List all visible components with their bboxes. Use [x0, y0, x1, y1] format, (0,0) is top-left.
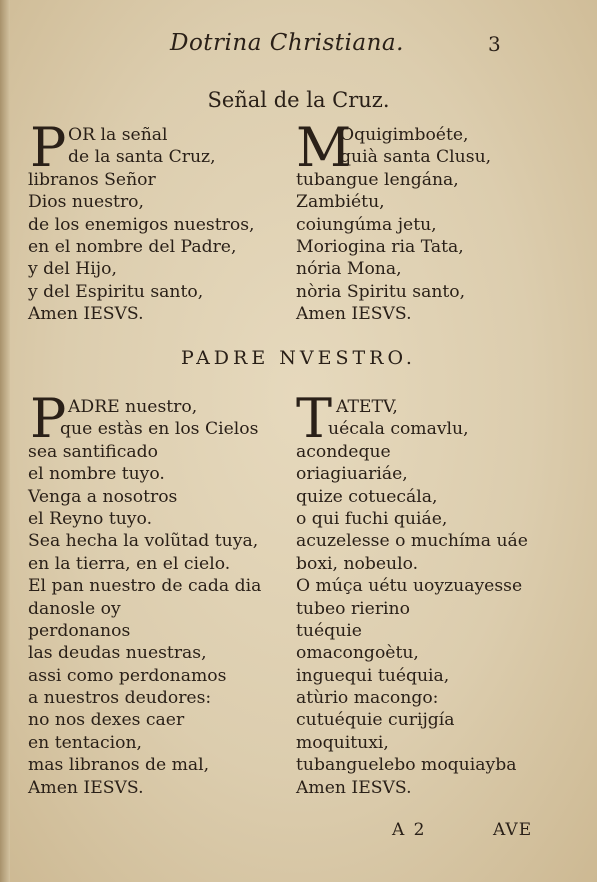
text-line: tubanguelebo moquiayba	[296, 755, 517, 776]
text-line: Venga a nosotros	[28, 486, 178, 507]
section-title-senal: Señal de la Cruz.	[207, 88, 390, 112]
text-line: libranos Señor	[28, 169, 156, 190]
text-line: no nos dexes caer	[28, 710, 185, 731]
padre-nuestro-kikongo-column	[296, 387, 528, 799]
padre-nuestro-spanish-column	[28, 387, 262, 799]
text-line: omacongoètu,	[296, 643, 419, 664]
text-line: perdonanos	[28, 620, 131, 641]
text-line: oriagiuariáe,	[296, 464, 408, 485]
text-line: sea santificado	[28, 441, 158, 462]
text-line: el Reyno tuyo.	[28, 508, 153, 529]
dropcap-right-1: M	[296, 116, 352, 179]
dropcap-left-2: P	[30, 387, 67, 450]
dropcap-left-1: P	[30, 116, 67, 179]
text-line: Sea hecha la volũtad tuya,	[28, 531, 259, 552]
text-line: de los enemigos nuestros,	[28, 214, 255, 235]
text-line: uécala comavlu,	[328, 419, 469, 440]
running-title: Dotrina Christiana.	[170, 30, 404, 56]
text-line: a nuestros deudores:	[28, 688, 212, 709]
text-line: tuéquie	[296, 620, 362, 641]
text-line: de la santa Cruz,	[68, 147, 216, 168]
text-line: las deudas nuestras,	[28, 643, 207, 664]
text-line: boxi, nobeulo.	[296, 553, 419, 574]
text-line: en el nombre del Padre,	[28, 236, 237, 257]
text-line: cutuéquie curijgía	[296, 710, 455, 731]
text-line: o qui fuchi quiáe,	[296, 508, 448, 529]
text-line: Dios nuestro,	[28, 192, 144, 213]
text-line: ATETV,	[336, 397, 398, 417]
text-line: danosle oy	[28, 598, 121, 619]
dropcap-right-2: T	[296, 387, 333, 450]
text-line: atùrio macongo:	[296, 688, 439, 709]
text-line: Amen IESVS.	[296, 304, 412, 325]
section-title-padre-nuestro: PADRE NVESTRO.	[181, 347, 416, 369]
text-line: Amen IESVS.	[28, 304, 144, 325]
text-line: Moriogina ria Tata,	[296, 236, 464, 257]
text-line: Oquigimboéte,	[340, 125, 469, 145]
text-line: moquituxi,	[296, 732, 389, 753]
text-line: tubeo rierino	[296, 598, 410, 619]
text-line: en la tierra, en el cielo.	[28, 553, 231, 574]
text-line: coiungúma jetu,	[296, 214, 437, 235]
text-line: O múça uétu uoyzuayesse	[296, 576, 523, 597]
text-line: El pan nuestro de cada dia	[28, 576, 262, 597]
text-line: nória Mona,	[296, 259, 402, 280]
text-line: mas libranos de mal,	[28, 755, 210, 776]
text-line: inguequi tuéquia,	[296, 665, 450, 686]
text-line: OR la señal	[68, 125, 168, 145]
text-line: el nombre tuyo.	[28, 464, 165, 485]
text-line: y del Hijo,	[28, 259, 117, 280]
text-line: nòria Spiritu santo,	[296, 281, 466, 302]
text-line: Amen IESVS.	[28, 777, 144, 798]
text-line: acuzelesse o muchíma uáe	[296, 531, 528, 552]
text-line: quià santa Clusu,	[340, 147, 492, 168]
text-line: que estàs en los Cielos	[60, 419, 259, 440]
text-line: tubangue lengána,	[296, 169, 459, 190]
text-line: y del Espiritu santo,	[28, 281, 204, 302]
text-line: quize cotuecála,	[296, 486, 438, 507]
text-line: Amen IESVS.	[296, 777, 412, 798]
text-line: assi como perdonamos	[28, 665, 227, 686]
text-line: acondeque	[296, 441, 391, 462]
text-line: en tentacion,	[28, 732, 143, 753]
text-line: Zambiétu,	[296, 192, 385, 213]
page-gutter	[0, 0, 10, 882]
senal-kikongo-column	[296, 116, 492, 326]
signature-mark: A 2	[392, 820, 427, 840]
page-number: 3	[488, 32, 501, 56]
text-line: ADRE nuestro,	[68, 397, 198, 417]
catchword: AVE	[493, 820, 533, 840]
senal-spanish-column	[28, 116, 255, 326]
